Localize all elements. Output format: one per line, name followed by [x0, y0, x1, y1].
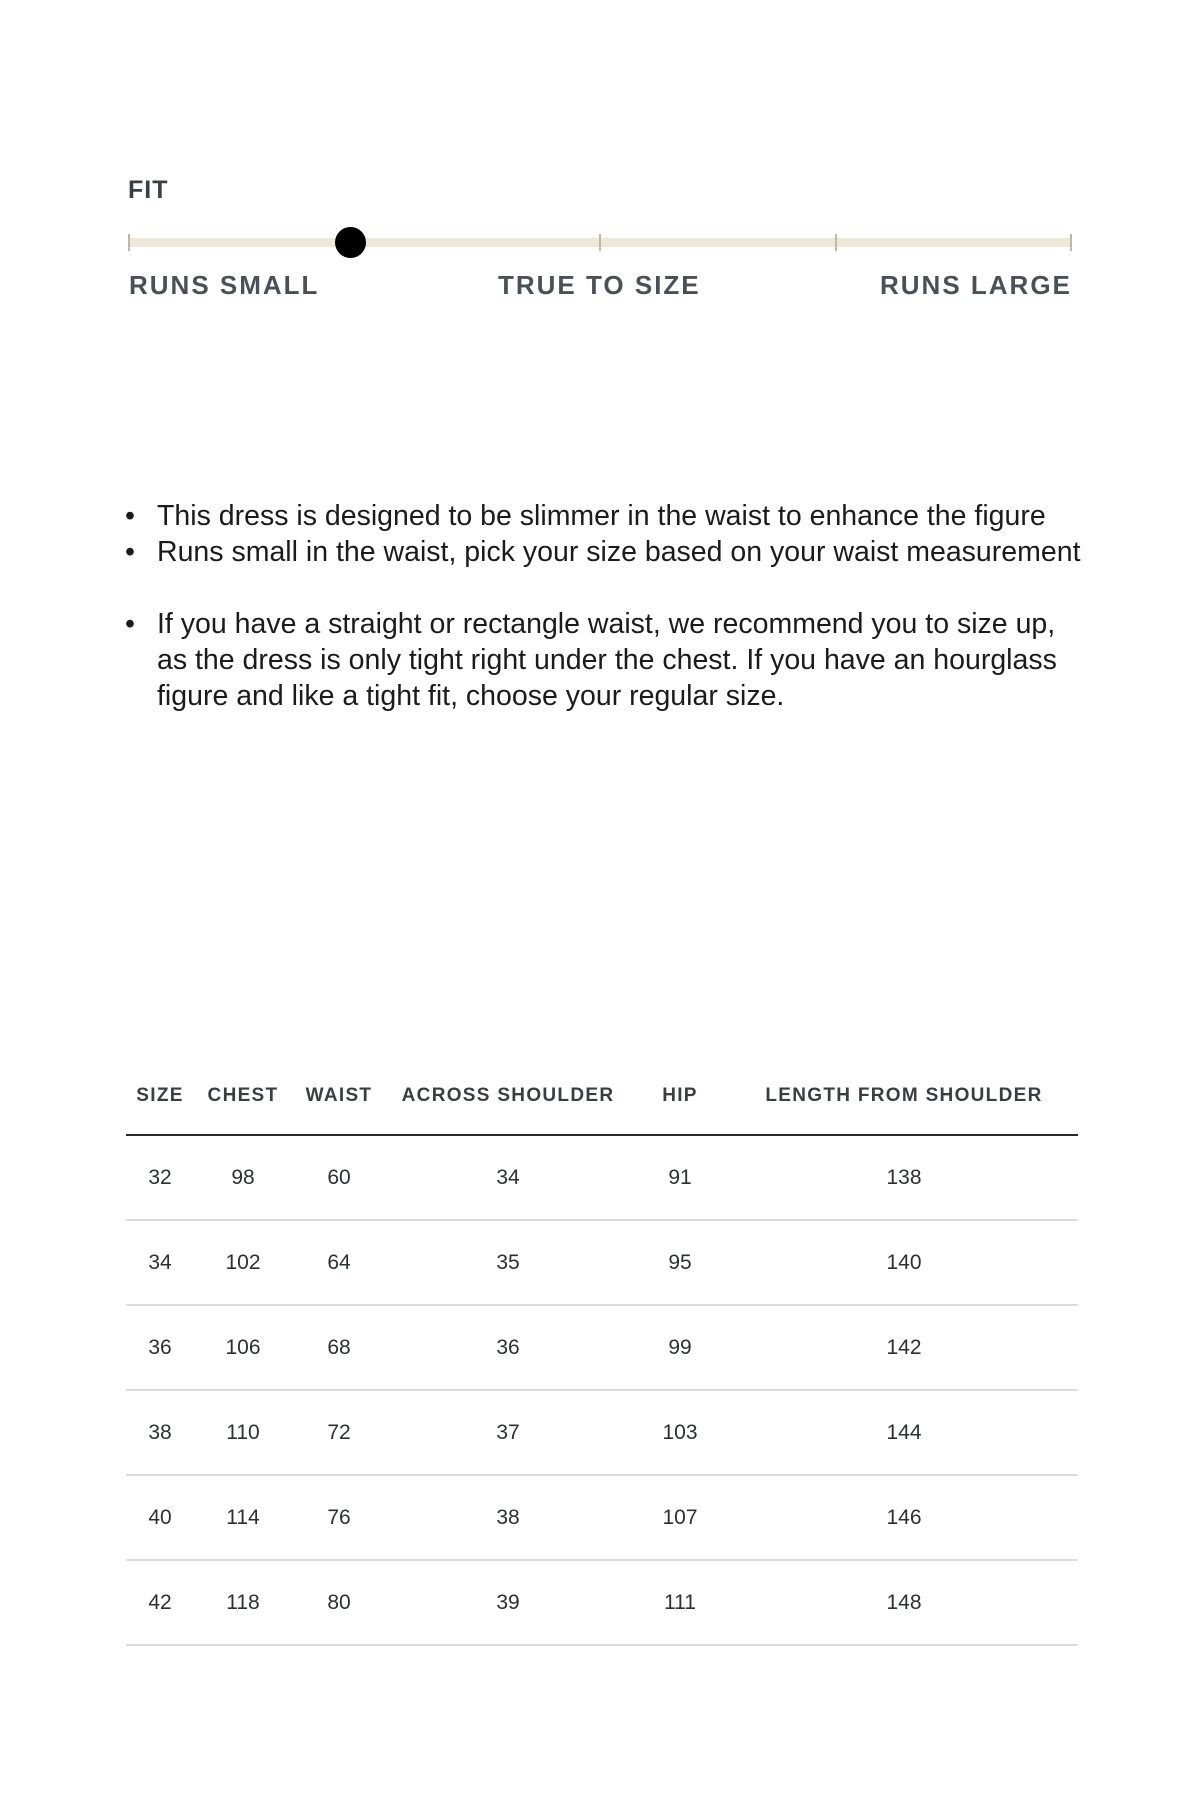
- table-cell: 38: [386, 1475, 630, 1560]
- table-cell: 76: [292, 1475, 386, 1560]
- table-cell: 106: [194, 1305, 292, 1390]
- table-cell: 140: [730, 1220, 1078, 1305]
- table-row: [126, 1135, 1078, 1220]
- table-cell: 102: [194, 1220, 292, 1305]
- table-cell: 111: [630, 1560, 730, 1645]
- note-text: Runs small in the waist, pick your size based on your waist measurement: [157, 536, 1081, 568]
- list-item: [125, 498, 1085, 534]
- table-cell: 91: [630, 1135, 730, 1220]
- table-cell: 107: [630, 1475, 730, 1560]
- bullet-icon: •: [125, 608, 135, 640]
- table-cell: 68: [292, 1305, 386, 1390]
- table-cell: 40: [126, 1475, 194, 1560]
- table-row: [126, 1560, 1078, 1645]
- table-row: [126, 1305, 1078, 1390]
- column-header-hip: HIP: [630, 1058, 730, 1135]
- note-text: If you have a straight or rectangle waist, we recommend you to size up, as the dress is only tight right under the chest. If you have an hourglass figure and like a tight fit, choose your regular size.: [157, 608, 1057, 712]
- fit-notes-list: [125, 498, 1085, 714]
- table-cell: 138: [730, 1135, 1078, 1220]
- table-cell: 110: [194, 1390, 292, 1475]
- fit-label-runs-large: RUNS LARGE: [880, 270, 1072, 300]
- table-cell: 144: [730, 1390, 1078, 1475]
- table-cell: 118: [194, 1560, 292, 1645]
- column-header-size: SIZE: [126, 1058, 194, 1135]
- table-cell: 36: [386, 1305, 630, 1390]
- note-text: This dress is designed to be slimmer in the waist to enhance the figure: [157, 500, 1046, 532]
- table-cell: 34: [126, 1220, 194, 1305]
- table-cell: 34: [386, 1135, 630, 1220]
- column-header-waist: WAIST: [292, 1058, 386, 1135]
- table-cell: 103: [630, 1390, 730, 1475]
- table-cell: 99: [630, 1305, 730, 1390]
- fit-label-true-to-size: TRUE TO SIZE: [498, 270, 701, 300]
- bullet-icon: •: [125, 536, 135, 568]
- table-row: [126, 1220, 1078, 1305]
- table-cell: 39: [386, 1560, 630, 1645]
- list-item: [125, 606, 1085, 714]
- fit-tick: [599, 234, 601, 251]
- table-cell: 98: [194, 1135, 292, 1220]
- size-chart-table: [126, 1058, 1078, 1646]
- fit-tick: [128, 234, 130, 251]
- fit-tick: [835, 234, 837, 251]
- fit-title: FIT: [128, 176, 169, 204]
- table-cell: 114: [194, 1475, 292, 1560]
- table-cell: 80: [292, 1560, 386, 1645]
- table-cell: 64: [292, 1220, 386, 1305]
- fit-tick: [1070, 234, 1072, 251]
- table-cell: 146: [730, 1475, 1078, 1560]
- table-cell: 142: [730, 1305, 1078, 1390]
- column-header-across-shoulder: ACROSS SHOULDER: [386, 1058, 630, 1135]
- table-cell: 32: [126, 1135, 194, 1220]
- table-cell: 148: [730, 1560, 1078, 1645]
- bullet-icon: •: [125, 500, 135, 532]
- fit-scale: [128, 224, 1072, 264]
- fit-label-runs-small: RUNS SMALL: [129, 270, 320, 300]
- table-cell: 38: [126, 1390, 194, 1475]
- table-cell: 72: [292, 1390, 386, 1475]
- table-cell: 95: [630, 1220, 730, 1305]
- column-header-chest: CHEST: [194, 1058, 292, 1135]
- list-item: [125, 534, 1085, 570]
- table-cell: 37: [386, 1390, 630, 1475]
- table-row: [126, 1390, 1078, 1475]
- column-header-length-from-shoulder: LENGTH FROM SHOULDER: [730, 1058, 1078, 1135]
- table-cell: 36: [126, 1305, 194, 1390]
- table-cell: 60: [292, 1135, 386, 1220]
- table-header-row: [126, 1058, 1078, 1135]
- table-cell: 42: [126, 1560, 194, 1645]
- fit-indicator-marker: [335, 227, 366, 258]
- table-row: [126, 1475, 1078, 1560]
- table-cell: 35: [386, 1220, 630, 1305]
